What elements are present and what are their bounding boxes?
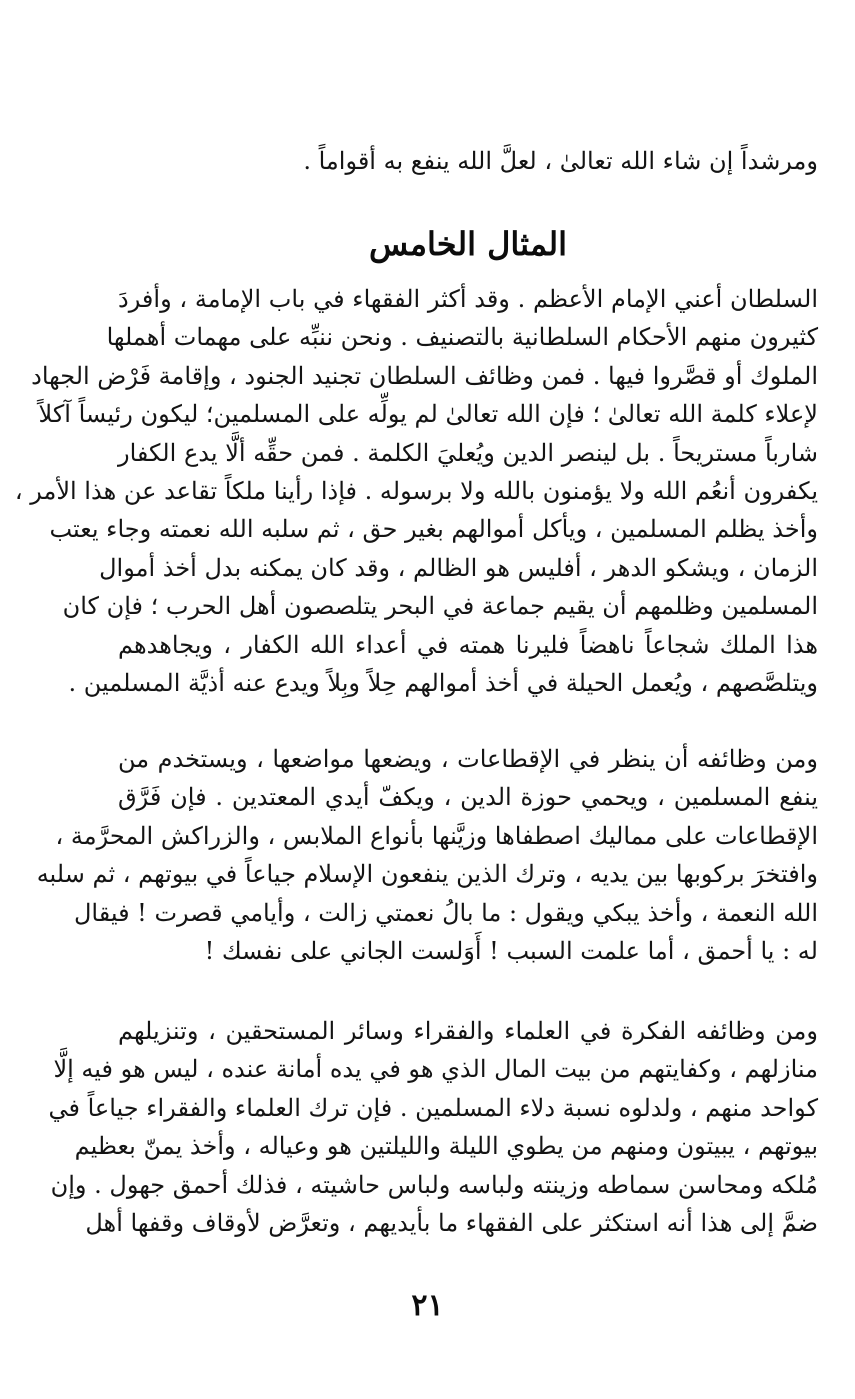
text-line: وافتخرَ بركوبها بين يديه ، وترك الذين ينفعون الإسلام جياعاً في بيوتهم ، ثم سلبه: [36, 860, 818, 889]
text-line: كواحد منهم ، ولدلوه نسبة دلاء المسلمين . فإن ترك العلماء والفقراء جياعاً في: [48, 1093, 818, 1122]
text-line: مُلكه ومحاسن سماطه وزينته ولباسه ولباس حاشيته ، فذلك أحمق جهول . وإن: [50, 1170, 818, 1199]
text-line: الله النعمة ، وأخذ يبكي ويقول : ما بالُ نعمتي زالت ، وأيامي قصرت ! فيقال: [73, 898, 818, 927]
text-line: الملوك أو قصَّروا فيها . فمن وظائف السلطان تجنيد الجنود ، وإقامة فَرْض الجهاد: [31, 361, 818, 390]
section-heading: المثال الخامس: [369, 225, 567, 263]
text-line: كثيرون منهم الأحكام السلطانية بالتصنيف . ونحن ننبِّه على مهمات أهملها: [106, 323, 818, 352]
paragraph-scholars-duties: [48, 1012, 818, 1242]
text-line: ضمَّ إلى هذا أنه استكثر على الفقهاء ما بأيديهم ، وتعرَّض لأوقاف وقفها أهل: [85, 1209, 818, 1238]
intro-text: [118, 142, 818, 180]
text-line: الزمان ، ويشكو الدهر ، أفليس هو الظالم ، وقد كان يمكنه بدل أخذ أموال: [99, 553, 818, 582]
text-line: ومن وظائفه أن ينظر في الإقطاعات ، ويضعها مواضعها ، ويستخدم من: [118, 745, 818, 773]
text-line: السلطان أعني الإمام الأعظم . وقد أكثر الفقهاء في باب الإمامة ، وأفردَ: [118, 285, 818, 313]
text-line: ومن وظائفه الفكرة في العلماء والفقراء وسائر المستحقين ، وتنزيلهم: [118, 1017, 818, 1045]
text-line: شارباً مستريحاً . بل لينصر الدين ويُعليَ الكلمة . فمن حقِّه ألَّا يدع الكفار: [118, 438, 818, 467]
text-line: لإعلاء كلمة الله تعالىٰ ؛ فإن الله تعالىٰ لم يولِّه على المسلمين؛ ليكون رئيساً آكلاً: [38, 400, 818, 429]
text-line: المسلمين وظلمهم أن يقيم جماعة في البحر يتلصصون أهل الحرب ؛ فإن كان: [62, 592, 818, 621]
text-line: له : يا أحمق ، أما علمت السبب ! أَوَلست الجاني على نفسك !: [204, 937, 818, 966]
text-line: وأخذ يظلم المسلمين ، ويأكل أموالهم بغير حق ، ثم سلبه الله نعمته وجاء يعتب: [49, 515, 818, 544]
text-line: ويتلصَّصهم ، ويُعمل الحيلة في أخذ أموالهم حِلاً وبِلاً ويدع عنه أذيَّة المسلمين .: [68, 669, 818, 698]
text-line: الإقطاعات على مماليك اصطفاها وزيَّنها بأنواع الملابس ، والزراكش المحرَّمة ،: [55, 821, 818, 850]
text-line: هذا الملك شجاعاً ناهضاً فليرنا همته في أعداء الله الكفار ، ويجاهدهم: [118, 630, 818, 659]
text-line: ينفع المسلمين ، ويحمي حوزة الدين ، ويكفّ أيدي المعتدين . فإن فَرَّق: [118, 783, 818, 812]
page-number: ٢١: [411, 1288, 444, 1323]
paragraph-iqta-duties: [36, 740, 818, 970]
text-line: يكفرون أنعُم الله ولا يؤمنون بالله ولا برسوله . فإذا رأينا ملكاً تقاعد عن هذا الأمر ،: [14, 477, 818, 506]
text-line: منازلهم ، وكفايتهم من بيت المال الذي هو في يده أمانة عنده ، ليس هو فيه إلَّا: [53, 1055, 818, 1084]
text-line: بيوتهم ، يبيتون ومنهم من يطوي الليلة والليلتين هو وعياله ، وأخذ يمنّ بعظيم: [74, 1132, 818, 1161]
text-line: ومرشداً إن شاء الله تعالىٰ ، لعلَّ الله ينفع به أقواماً .: [303, 147, 818, 175]
paragraph-sultan-duties: [14, 280, 818, 702]
